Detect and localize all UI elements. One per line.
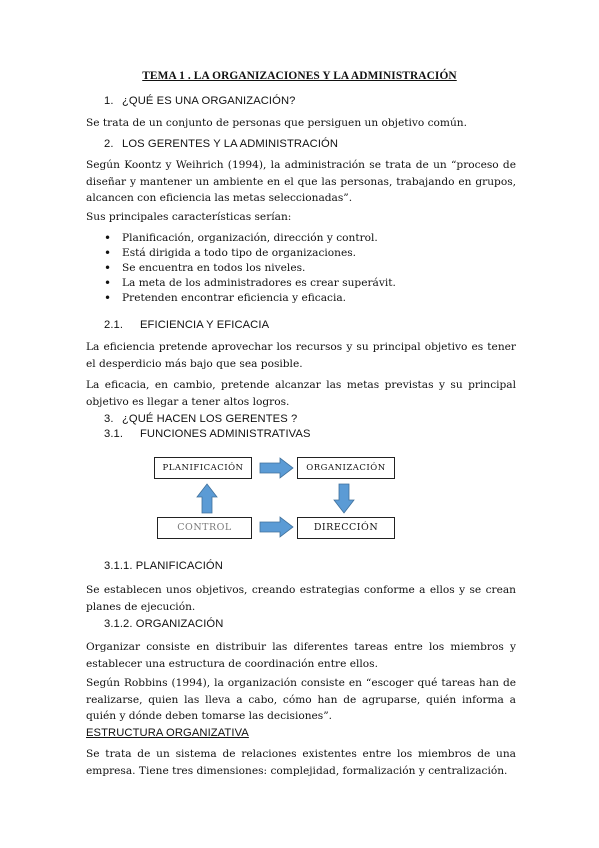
paragraph-1: Se trata de un conjunto de personas que persiguen un objetivo común.	[86, 117, 467, 129]
arrow-right-shape	[260, 517, 293, 537]
list-item: • Se encuentra en todos los niveles.	[104, 261, 396, 276]
paragraph-3-1-1: Se establecen unos objetivos, creando estrategias conforme a ellos y se crean planes de ejecución.	[86, 584, 516, 613]
heading-2-number: 2.	[104, 138, 114, 150]
list-item: • Está dirigida a todo tipo de organizaciones.	[104, 246, 396, 261]
arrow-down-icon	[334, 484, 354, 514]
heading-3	[104, 413, 297, 425]
heading-2-1-text: EFICIENCIA Y EFICACIA	[140, 319, 270, 331]
paragraph-estructura: Se trata de un sistema de relaciones existentes entre los miembros de una empresa. Tiene tres dimensiones: complejidad, formalización y centralización.	[86, 748, 516, 777]
paragraph-3-1-2-2: Según Robbins (1994), la organización consiste en “escoger qué tareas han de realizarse, quien las lleva a cabo, cómo han de agruparse, quién informa a quién y dónde deben tomarse las decisiones”.	[86, 677, 516, 722]
heading-3-1	[104, 428, 311, 440]
paragraph-2-1: Según Koontz y Weihrich (1994), la administración se trata de un “proceso de diseñar y mantener un ambiente en el que las personas, trabajando en grupos, alcancen con eficiencia las metas seleccionadas”.	[86, 159, 516, 204]
list-item: • La meta de los administradores es crear superávit.	[104, 276, 396, 291]
box-direccion: DIRECCIÓN	[297, 517, 395, 539]
paragraph-3-1-2-1: Organizar consiste en distribuir las diferentes tareas entre los miembros y establecer una estructura de coordinación entre ellos.	[86, 641, 516, 670]
arrow-up-shape	[197, 484, 217, 513]
heading-estructura: ESTRUCTURA ORGANIZATIVA	[86, 727, 249, 739]
box-control: CONTROL	[157, 517, 252, 539]
heading-2	[104, 138, 338, 150]
paragraph-2-1-2: La eficacia, en cambio, pretende alcanzar las metas previstas y su principal objetivo es llegar a tener altos logros.	[86, 379, 516, 408]
heading-3-1-text: FUNCIONES ADMINISTRATIVAS	[140, 428, 311, 440]
heading-3-1-2: 3.1.2. ORGANIZACIÓN	[104, 618, 224, 630]
heading-2-text: LOS GERENTES Y LA ADMINISTRACIÓN	[122, 138, 339, 150]
heading-1-text: ¿QUÉ ES UNA ORGANIZACIÓN?	[122, 95, 296, 107]
paragraph-2-2: Sus principales características serían:	[86, 211, 292, 223]
box-organizacion: ORGANIZACIÓN	[297, 457, 395, 479]
box-planificacion: PLANIFICACIÓN	[154, 457, 252, 479]
arrow-right-shape	[260, 458, 293, 478]
heading-3-1-1: 3.1.1. PLANIFICACIÓN	[104, 560, 223, 572]
heading-3-text: ¿QUÉ HACEN LOS GERENTES ?	[122, 413, 298, 425]
heading-3-number: 3.	[104, 413, 114, 425]
arrow-down-shape	[334, 484, 354, 513]
list-item: • Planificación, organización, dirección y control.	[104, 231, 396, 246]
arrow-up-icon	[197, 484, 217, 514]
document-title: TEMA 1 . LA ORGANIZACIONES Y LA ADMINISTRACIÓN	[142, 70, 457, 82]
heading-2-1-number: 2.1.	[104, 319, 124, 331]
arrow-right-icon	[260, 458, 294, 478]
paragraph-2-1-1: La eficiencia pretende aprovechar los recursos y su principal objetivo es tener el desperdicio más bajo que sea posible.	[86, 341, 516, 370]
characteristics-list	[104, 231, 396, 306]
heading-1-number: 1.	[104, 95, 114, 107]
heading-1	[104, 95, 295, 107]
heading-3-1-number: 3.1.	[104, 428, 124, 440]
arrow-right-icon	[260, 517, 294, 537]
heading-2-1	[104, 319, 269, 331]
list-item: • Pretenden encontrar eficiencia y eficacia.	[104, 291, 396, 306]
